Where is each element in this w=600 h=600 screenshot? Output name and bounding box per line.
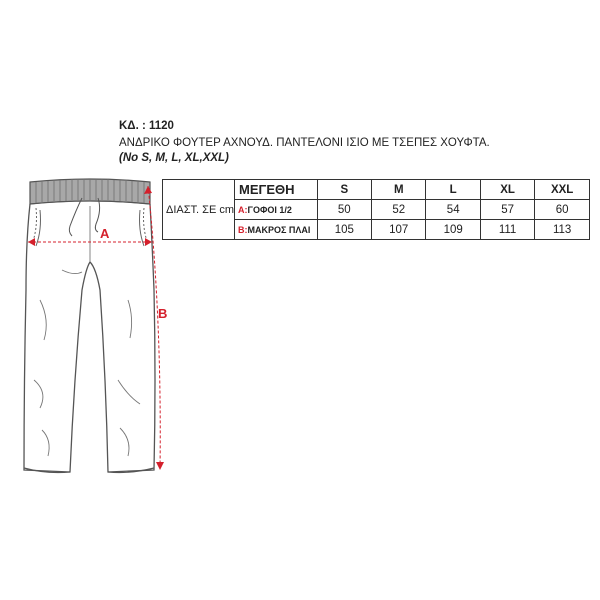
- units-label: ΔΙΑΣΤ. ΣΕ cm: [163, 180, 235, 240]
- side-length-key: B:: [238, 224, 248, 235]
- sizes-header: ΜΕΓΕΘΗ: [235, 180, 318, 200]
- hips-label-text: ΓΟΦΟΙ 1/2: [247, 204, 292, 215]
- hips-m: 52: [372, 200, 426, 220]
- side-length-s: 105: [317, 220, 371, 240]
- hips-l: 54: [426, 200, 480, 220]
- side-length-xl: 111: [480, 220, 534, 240]
- size-xl: XL: [480, 180, 534, 200]
- fold-lines: [24, 206, 154, 473]
- size-header-row: [163, 180, 590, 200]
- hips-key: A:: [238, 204, 248, 215]
- measure-b-label: B: [158, 306, 168, 321]
- product-code: ΚΔ. : 1120: [119, 120, 174, 132]
- hips-label: [235, 200, 318, 220]
- drawstring: [69, 198, 99, 236]
- size-chart: [162, 179, 590, 240]
- side-length-m: 107: [372, 220, 426, 240]
- size-l: L: [426, 180, 480, 200]
- side-length-xxl: 113: [535, 220, 590, 240]
- size-xxl: XXL: [535, 180, 590, 200]
- side-length-label: [235, 220, 318, 240]
- side-length-label-text: ΜΑΚΡΟΣ ΠΛΑΙ: [247, 224, 311, 235]
- hips-xxl: 60: [535, 200, 590, 220]
- side-length-l: 109: [426, 220, 480, 240]
- available-sizes: (No S, M, L, XL,XXL): [119, 152, 229, 164]
- hips-xl: 57: [480, 200, 534, 220]
- hips-s: 50: [317, 200, 371, 220]
- size-s: S: [317, 180, 371, 200]
- product-description: ΑΝΔΡΙΚΟ ΦΟΥΤΕΡ ΑΧΝΟΥΔ. ΠΑΝΤΕΛΟΝΙ ΙΣΙΟ ΜΕ ΤΣΕΠΕΣ ΧΟΥΦΤΑ.: [119, 137, 490, 149]
- size-m: M: [372, 180, 426, 200]
- measure-a-label: A: [100, 226, 110, 241]
- waistband: [30, 179, 150, 204]
